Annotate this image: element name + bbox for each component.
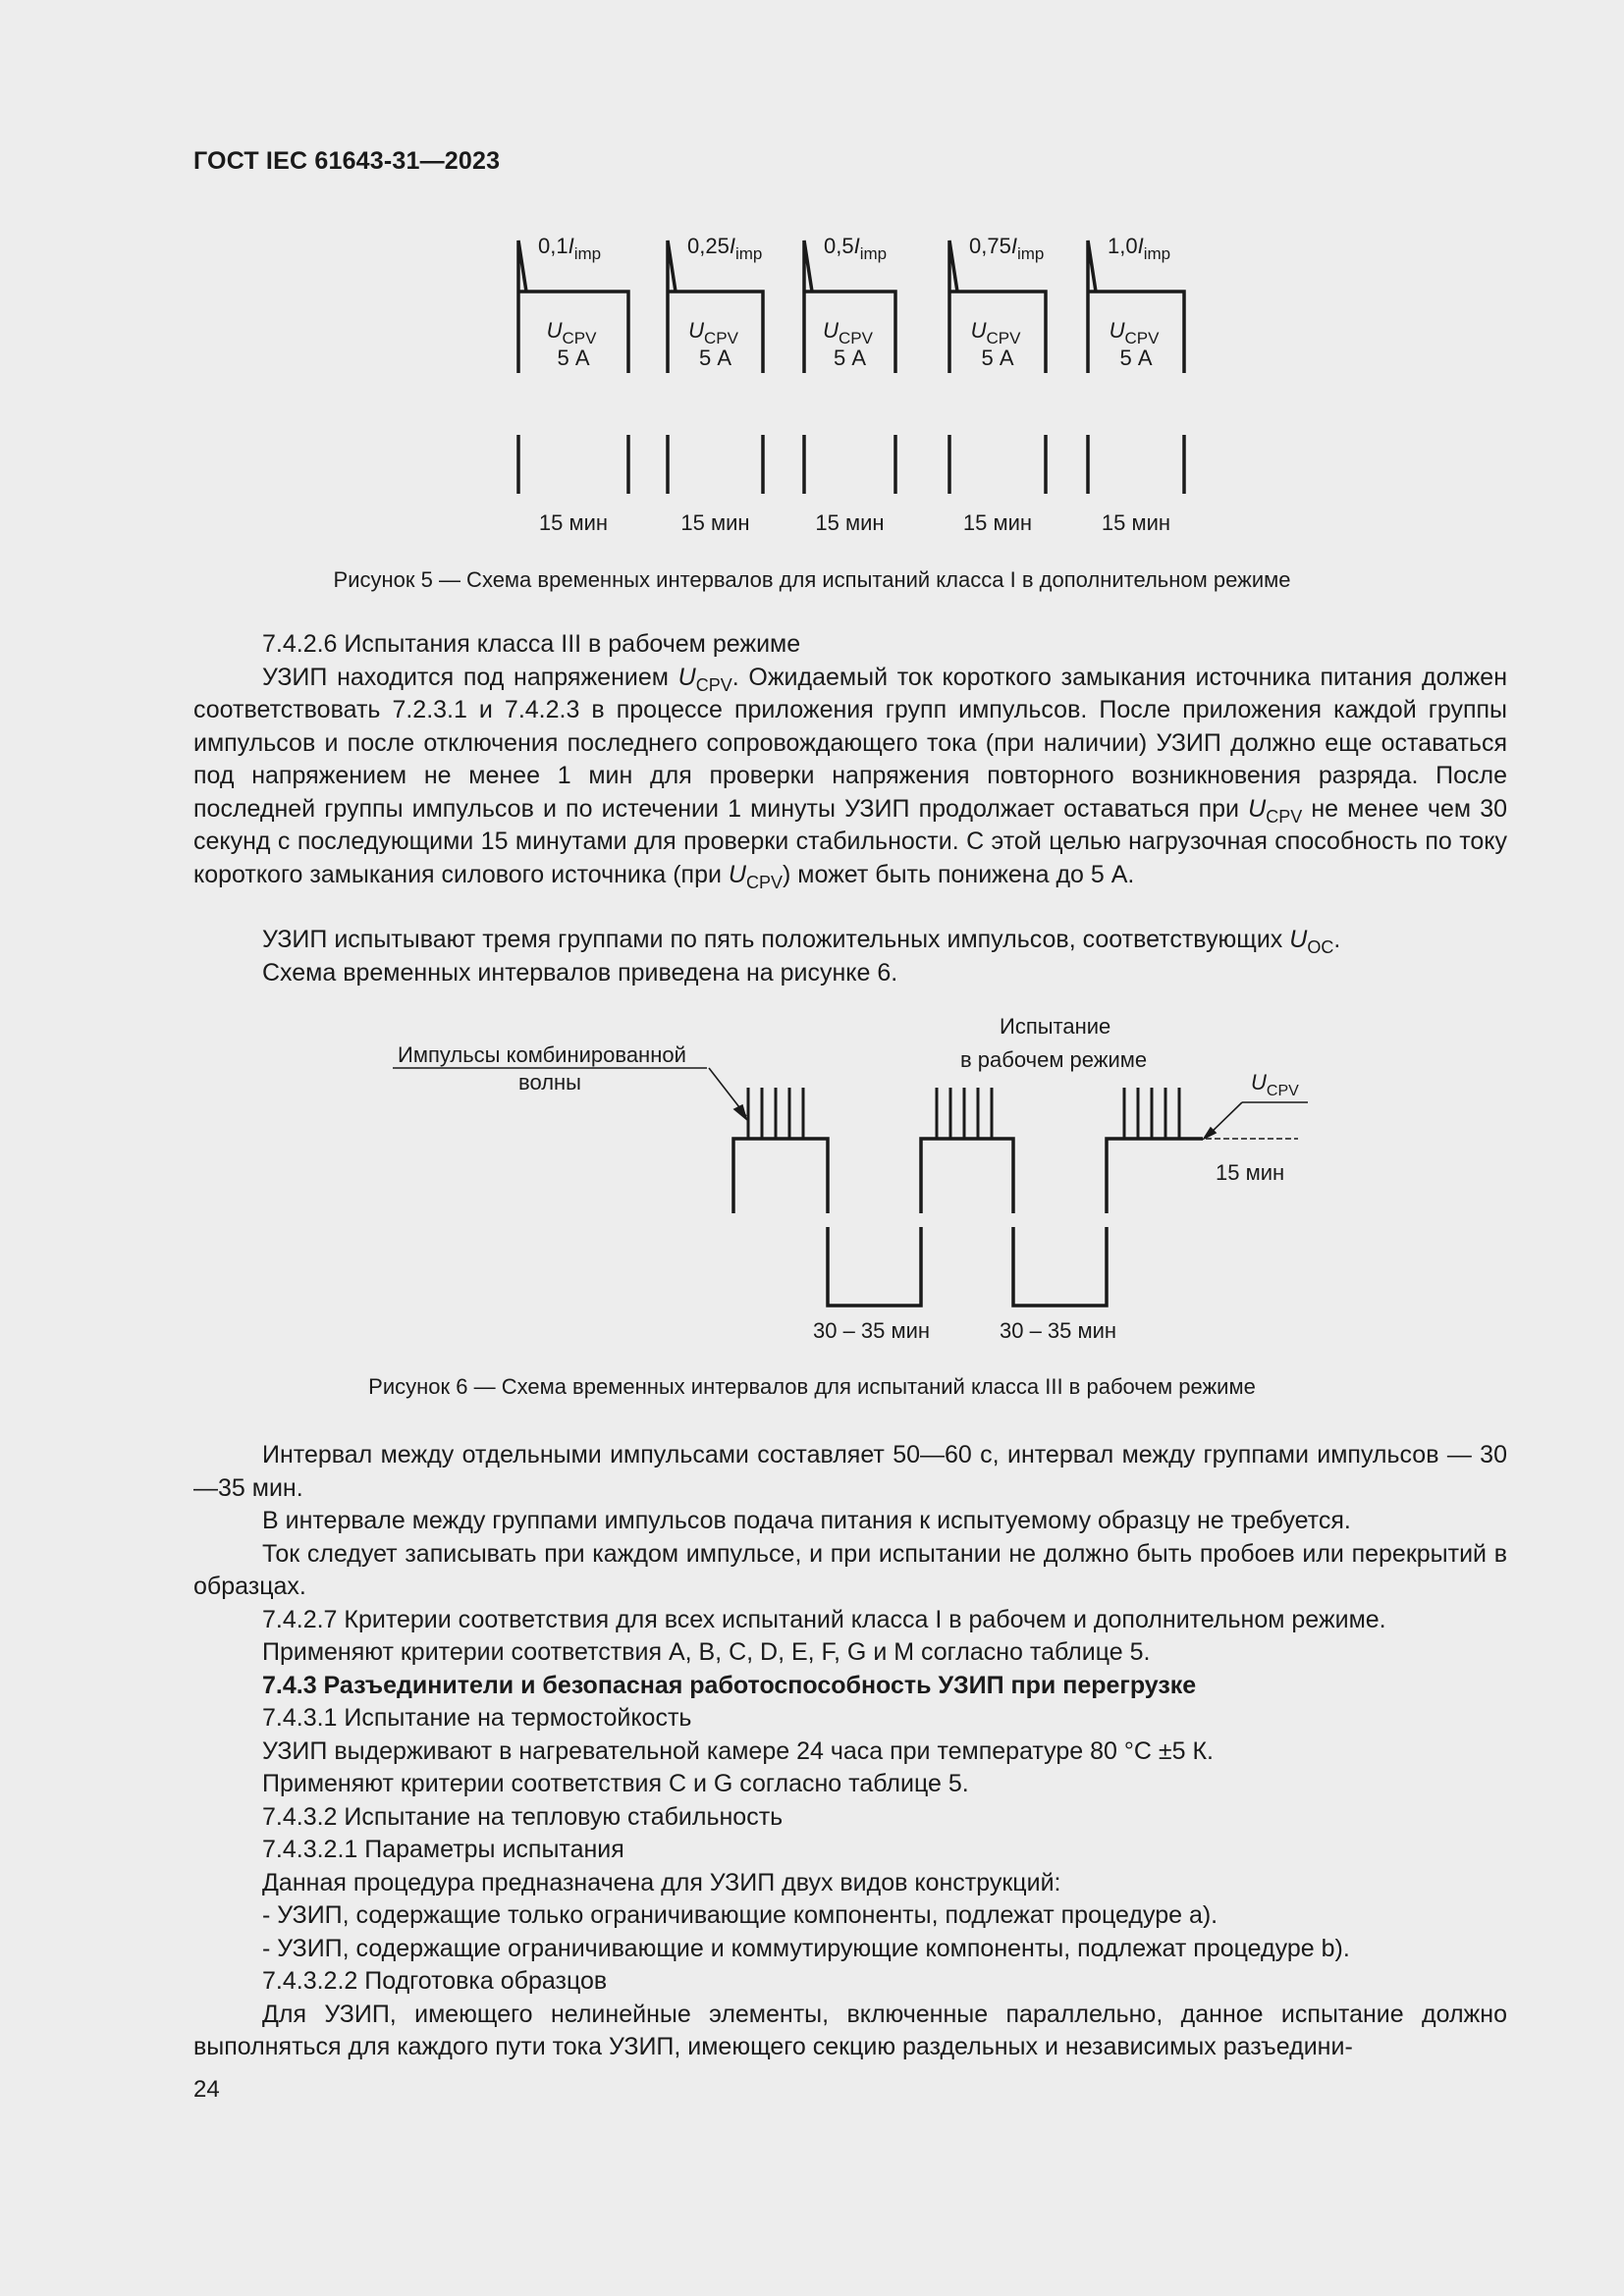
- paragraph-interval: Интервал между отдельными импульсами составляет 50—60 с, интервал между группами импульсов — 30—35 мин.: [193, 1441, 1507, 1502]
- fig5-pulse-label-1: $0,1I_{imp}$: [538, 234, 602, 263]
- fig5-voltage-label-3: $U_{CPV}$: [823, 318, 873, 347]
- pulse-group-1-outline: [733, 1139, 828, 1213]
- fig5-pulse-label-4: $0,75I_{imp}$: [969, 234, 1045, 263]
- fig5-voltage-label-4: $U_{CPV}$: [970, 318, 1021, 347]
- pulse-group-3-outline: [1107, 1139, 1203, 1213]
- figure-5-caption: Рисунок 5 — Схема временных интервалов для испытаний класса I в дополнительном режиме: [333, 567, 1291, 592]
- fig5-interval-label-5: 15 мин: [1101, 510, 1171, 535]
- figure-6-caption: Рисунок 6 — Схема временных интервалов для испытаний класса III в рабочем режиме: [368, 1374, 1256, 1399]
- paragraph-last: Для УЗИП, имеющего нелинейные элементы, включенные параллельно, данное испытание должно выполняться для каждого пути тока УЗИП, имеющего секцию раздельных и независимых разъедини-: [193, 2000, 1507, 2060]
- ucpv-leader-line: [1208, 1102, 1242, 1136]
- fig5-voltage-label-5: $U_{CPV}$: [1109, 318, 1160, 347]
- list-item-b: - УЗИП, содержащие ограничивающие и коммутирующие компоненты, подлежат процедуре b).: [262, 1934, 1350, 1962]
- paragraph-7426-text: УЗИП находится под напряжением $U_{CPV}$. Ожидаемый ток короткого замыкания источника питания должен соответствовать 7.2.3.1 и 7.4.2.3 в процессе приложения групп импульсов. После приложения каждой группы импульсов и после отключения последнего сопровождающего тока (при наличии) УЗИП должно еще оставаться под напряжением не менее 1 мин для проверки напряжения повторного возникновения разряда. После последней группы импульсов и по истечении 1 минуты УЗИП продолжает оставаться при $U_{CPV}$ не менее чем 30 секунд с последующими 15 минутами для проверки стабильности. С этой целью нагрузочная способность по току короткого замыкания силового источника (при $U_{CPV}$) может быть понижена до 5 А.: [193, 663, 1508, 892]
- gap-2-outline: [1013, 1227, 1107, 1306]
- fig5-current-label-5: 5 А: [1119, 346, 1153, 370]
- fig5-current-label-3: 5 А: [833, 346, 867, 370]
- label-combined-wave-1: Импульсы комбинированной: [398, 1042, 686, 1067]
- label-combined-wave-2: волны: [518, 1070, 581, 1095]
- label-gap-1: 30 – 35 мин: [813, 1318, 931, 1343]
- fig5-interval-label-4: 15 мин: [962, 510, 1033, 535]
- fig5-current-label-1: 5 А: [557, 346, 590, 370]
- fig5-interval-label-2: 15 мин: [680, 510, 750, 535]
- fig5-pulse-label-5: $1,0I_{imp}$: [1108, 234, 1171, 263]
- gap-1-outline: [828, 1227, 921, 1306]
- section-7427: 7.4.2.7 Критерии соответствия для всех испытаний класса I в рабочем и дополнительном режиме.: [262, 1605, 1386, 1633]
- page-number: 24: [193, 2076, 220, 2103]
- label-operating-test-1: Испытание: [1000, 1014, 1111, 1039]
- list-item-a: - УЗИП, содержащие только ограничивающие компоненты, подлежат процедуре a).: [262, 1901, 1218, 1929]
- paragraph-record: Ток следует записывать при каждом импульсе, и при испытании не должно быть пробоев или перекрытий в образцах.: [193, 1539, 1507, 1600]
- section-7432: 7.4.3.2 Испытание на тепловую стабильность: [262, 1802, 784, 1831]
- section-74322: 7.4.3.2.2 Подготовка образцов: [262, 1967, 608, 1995]
- label-operating-test-2: в рабочем режиме: [960, 1047, 1148, 1072]
- fig5-pulse-label-2: $0,25I_{imp}$: [687, 234, 763, 263]
- section-7426-title: 7.4.2.6 Испытания класса III в рабочем режиме: [262, 630, 801, 658]
- fig5-current-label-2: 5 А: [698, 346, 732, 370]
- paragraph-figure-ref: Схема временных интервалов приведена на рисунке 6.: [262, 958, 898, 987]
- section-74321: 7.4.3.2.1 Параметры испытания: [262, 1836, 624, 1863]
- fig5-voltage-label-2: $U_{CPV}$: [688, 318, 738, 347]
- fig5-interval-label-1: 15 мин: [538, 510, 609, 535]
- criteria-line-2: Применяют критерии соответствия C и G согласно таблице 5.: [262, 1770, 969, 1797]
- paragraph-groups: УЗИП испытывают тремя группами по пять положительных импульсов, соответствующих $U_{OC}$.: [262, 926, 1341, 957]
- section-743-heading: 7.4.3 Разъединители и безопасная работоспособность УЗИП при перегрузке: [262, 1671, 1197, 1699]
- procedure-intro: Данная процедура предназначена для УЗИП двух видов конструкций:: [262, 1868, 1061, 1896]
- heat-test-text: УЗИП выдерживают в нагревательной камере 24 часа при температуре 80 °С ±5 К.: [262, 1736, 1214, 1765]
- ucpv-arrow-head: [1204, 1128, 1216, 1139]
- fig5-pulse-label-3: $0,5I_{imp}$: [824, 234, 888, 263]
- fig5-interval-label-3: 15 мин: [815, 510, 885, 535]
- leader-line: [709, 1068, 746, 1116]
- fig5-voltage-label-1: $U_{CPV}$: [546, 318, 597, 347]
- pulse-group-2-outline: [921, 1139, 1013, 1213]
- paragraph-supply: В интервале между группами импульсов подача питания к испытуемому образцу не требуется.: [262, 1507, 1351, 1534]
- label-ucpv: $U_{CPV}$: [1251, 1070, 1299, 1099]
- figure-5-diagram: [0, 0, 1624, 550]
- leader-arrow-head: [734, 1105, 746, 1119]
- label-15-min: 15 мин: [1216, 1160, 1285, 1185]
- criteria-line-1: Применяют критерии соответствия A, B, C, D, E, F, G и M согласно таблице 5.: [262, 1638, 1151, 1666]
- fig5-current-label-4: 5 А: [981, 346, 1014, 370]
- label-gap-2: 30 – 35 мин: [1000, 1318, 1117, 1343]
- document-header: ГОСТ IEC 61643-31—2023: [193, 147, 501, 175]
- section-7431: 7.4.3.1 Испытание на термостойкость: [262, 1704, 692, 1732]
